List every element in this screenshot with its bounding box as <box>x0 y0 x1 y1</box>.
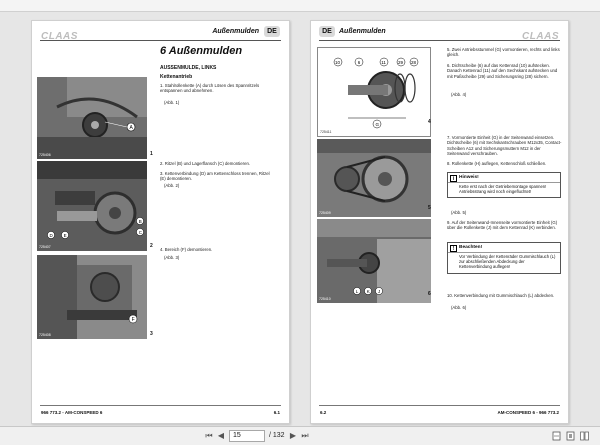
header-title: Außenmulden <box>212 28 259 35</box>
step-3: 3. Kettenverbindung (D) am Kettenschloss trennen, Ritzel (E) demontieren. <box>160 171 270 182</box>
figure-ref-1: (Abb. 1) <box>164 100 180 105</box>
figure-number-3: 3 <box>150 331 153 337</box>
fig2-label-B: B <box>138 218 142 224</box>
footer-divider <box>319 405 560 406</box>
chapter-title: 6 Außenmulden <box>160 45 243 57</box>
figure-4-code: 725411 <box>320 130 332 134</box>
figure-5-code: 725409 <box>319 211 331 215</box>
fig4-label-11: 11 <box>381 59 386 65</box>
warning-icon: ! <box>450 245 457 252</box>
page-total: / 132 <box>269 432 285 439</box>
page-6-1 <box>31 20 290 424</box>
fig4-label-29: 29 <box>398 59 404 65</box>
fig6-label-L: L <box>355 288 359 294</box>
window-titlebar <box>0 0 600 12</box>
step-6: 6. Dichtscheibe (6) auf das Kettenrad (10) aufstecken. Danach Kettenrad (11) auf den Sechskant aufstecken und mit Paßscheibe (29) und Sicherungsring (28) sichern. <box>447 63 558 79</box>
header-title: Außenmulden <box>339 28 386 35</box>
figure-number-4: 4 <box>428 119 431 125</box>
figure-2-photo <box>37 161 147 251</box>
fit-width-icon[interactable] <box>552 431 561 441</box>
hinweis-title: Hinweis! <box>459 175 479 180</box>
step-2: 2. Ritzel (B) und Lagerflansch (C) demontieren. <box>160 161 251 166</box>
fig2-label-E: E <box>63 232 67 238</box>
info-icon: i <box>450 175 457 182</box>
first-page-icon[interactable]: ⏮ <box>205 431 213 440</box>
footer-page-number: 6.1 <box>273 410 280 415</box>
language-badge: DE <box>319 26 335 37</box>
claas-logo: CLAAS <box>41 31 78 42</box>
fig4-label-6: 6 <box>357 59 361 65</box>
step-4: 4. Bereich (F) demontieren. <box>160 247 213 252</box>
claas-logo: CLAAS <box>522 31 559 42</box>
step-5: 5. Zwei Antriebsstummel (G) vormontieren, rechts und links gleich. <box>447 47 560 58</box>
figure-6-code: 725410 <box>319 297 331 301</box>
figure-number-6: 6 <box>428 291 431 297</box>
figure-ref-4: (Abb. 4) <box>451 92 467 97</box>
fig1-label-A: A <box>129 124 133 131</box>
figure-1-code: 725406 <box>39 153 51 157</box>
hinweis-body: Kette erst nach der Getriebemontage spannen! Antriebsstrang wird noch eingefluchtet! <box>448 182 560 197</box>
pdf-navigation-bar <box>0 426 600 445</box>
step-9: 9. Auf der Seitenwand-Innenseite vormontierte Einheit (G) über die Rollenkette (J) mit dem Kettenrad (K) verbinden. <box>447 220 558 231</box>
fig3-label-F: F <box>131 316 135 323</box>
hinweis-note <box>447 172 561 198</box>
figure-ref-6: (Abb. 6) <box>451 305 467 310</box>
footer-page-number: 6.2 <box>320 410 327 415</box>
figure-5-photo <box>317 139 431 217</box>
section-title: AUSSENMULDE, LINKS <box>160 65 217 71</box>
figure-3-photo <box>37 255 147 339</box>
next-page-icon[interactable]: ▶ <box>289 431 297 440</box>
step-10: 10. Kettenverbindung mit Gummischlauch (L) abdecken. <box>447 293 555 298</box>
fit-page-icon[interactable] <box>566 431 575 441</box>
language-badge: DE <box>264 26 280 37</box>
prev-page-icon[interactable]: ◀ <box>217 431 225 440</box>
figure-number-1: 1 <box>150 151 153 157</box>
fig4-label-10: 10 <box>335 59 341 65</box>
figure-number-5: 5 <box>428 205 431 211</box>
fig6-label-J: J <box>378 288 381 294</box>
fig2-label-D: D <box>49 232 53 238</box>
header-divider <box>319 40 560 41</box>
figure-ref-2: (Abb. 2) <box>164 183 180 188</box>
figure-6-photo <box>317 219 431 303</box>
step-1: 1. Stahlrollenkette (A) durch Lösen des Spannritzels entspannen und abnehmen. <box>160 83 260 94</box>
footer-doc-number: AM-CONSPEED 6 - 966 773.2 <box>497 410 559 415</box>
page-number-input[interactable]: 15 <box>229 430 265 442</box>
figure-3-code: 725408 <box>39 333 51 337</box>
figure-4-drawing <box>317 47 431 137</box>
figure-ref-3: (Abb. 3) <box>164 255 180 260</box>
step-8: 8. Rollenkette (H) auflegen, Kettenschloß schließen. <box>447 161 547 166</box>
figure-1-photo <box>37 77 147 159</box>
footer-doc-number: 966 773.2 - AM-CONSPEED 6 <box>41 410 103 415</box>
beachten-title: Beachten! <box>459 245 483 250</box>
figure-ref-5: (Abb. 5) <box>451 210 467 215</box>
beachten-body: Vor Verbindung der Kettenräder Gummischlauch (L) zur abschließenden Abdeckung der Kettenverbindung auflegen! <box>448 252 560 273</box>
last-page-icon[interactable]: ⏭ <box>301 431 309 440</box>
footer-divider <box>40 405 281 406</box>
step-7: 7. Vormontierte Einheit (G) in der Seitenwand einsetzen. Dichtscheibe (6) mit Sechskantschrauben M12x35, Contact-Scheiben A12 und Sicherungsmuttern M12 in der Seitenwand verschrauben. <box>447 135 562 156</box>
fig2-label-C: C <box>138 229 142 235</box>
beachten-note <box>447 242 561 274</box>
document-viewer[interactable] <box>0 12 600 426</box>
fig4-label-28: 28 <box>411 59 417 65</box>
two-page-icon[interactable] <box>580 431 589 441</box>
figure-2-code: 725407 <box>39 245 51 249</box>
subsection-title: Kettenantrieb <box>160 74 193 80</box>
header-divider <box>40 40 281 41</box>
fig4-label-G: G <box>375 121 380 127</box>
fig6-label-K: K <box>366 288 370 294</box>
page-6-2 <box>310 20 569 424</box>
figure-number-2: 2 <box>150 243 153 249</box>
